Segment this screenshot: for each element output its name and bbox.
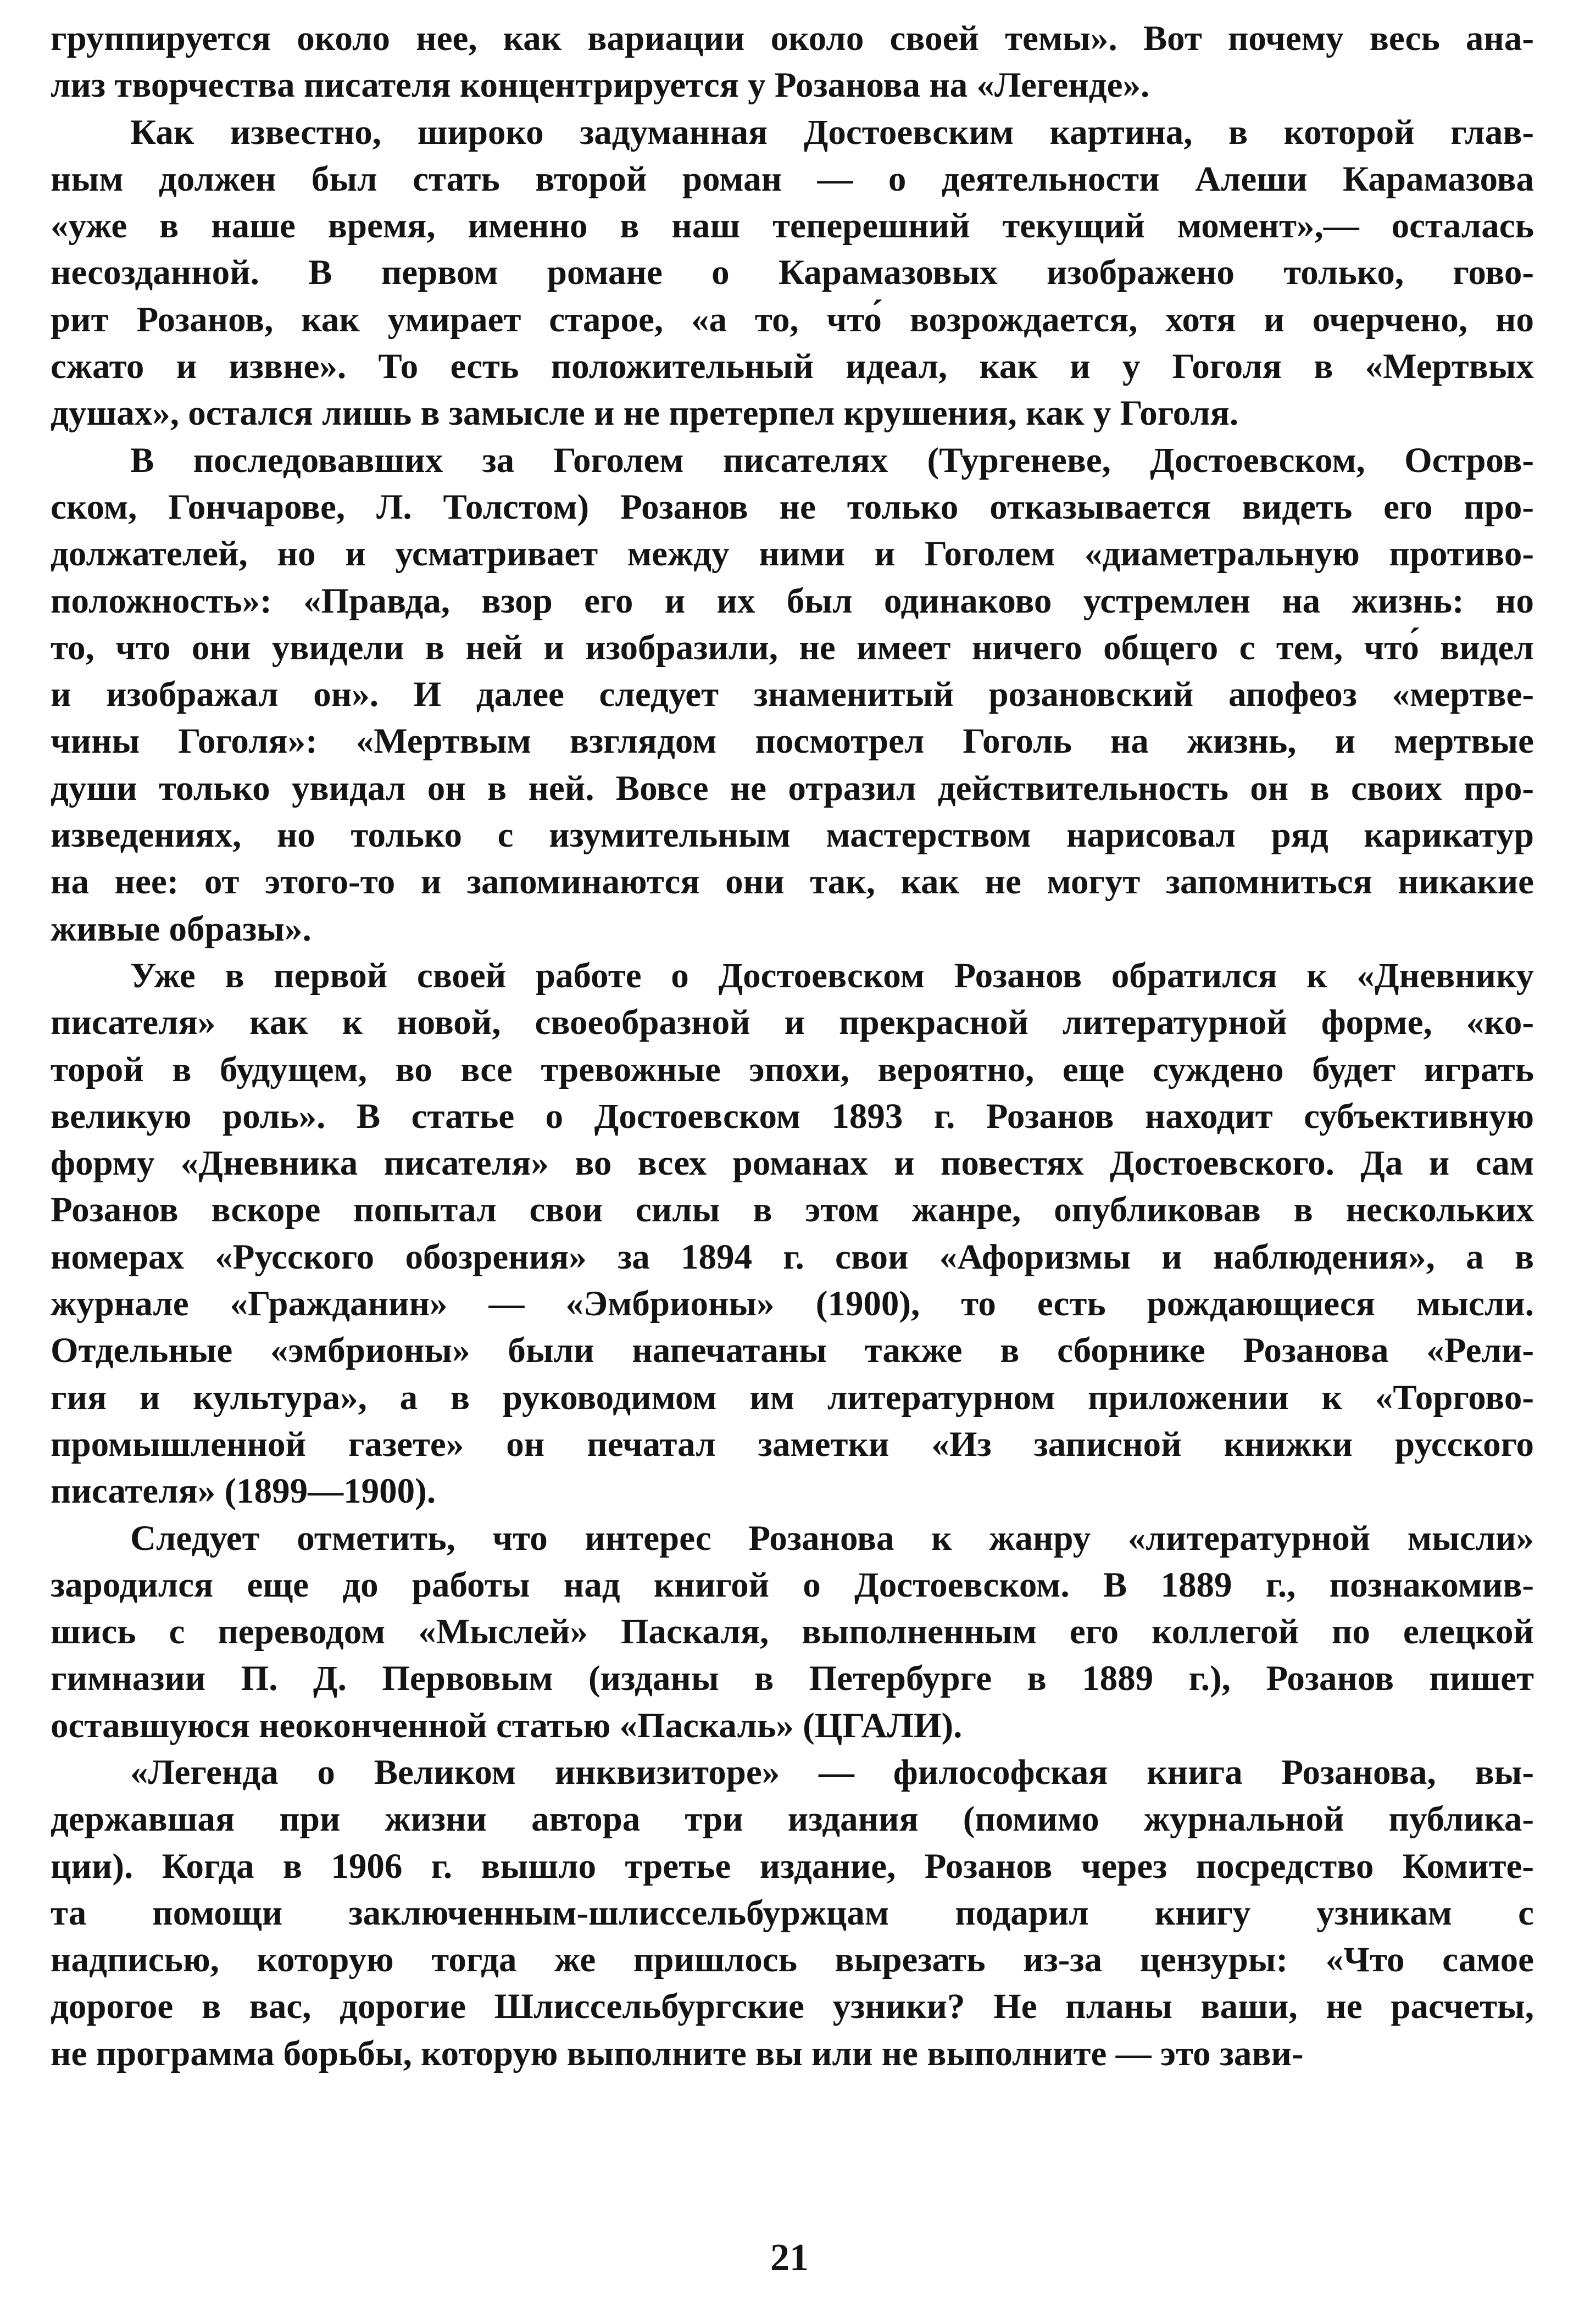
text-line: гимназии П. Д. Первовым (изданы в Петербурге в 1889 г.), Розанов пишет: [51, 1659, 1534, 1699]
text-line: рит Розанов, как умирает старое, «а то, что́ возрождается, хотя и очерчено, но: [51, 299, 1534, 340]
text-line: дорогое в вас, дорогие Шлиссельбургские узники? Не планы ваши, не расчеты,: [51, 1987, 1534, 2027]
document-page: [51, 15, 1534, 2257]
text-line: и изображал он». И далее следует знаменитый розановский апофеоз «мертве-: [51, 675, 1534, 715]
text-line: живые образы».: [51, 909, 312, 949]
text-line: Как известно, широко задуманная Достоевским картина, в которой глав-: [130, 112, 1534, 152]
text-line: «уже в наше время, именно в наш теперешний текущий момент»,— осталась: [51, 206, 1534, 246]
text-line: душах», остался лишь в замысле и не претерпел крушения, как у Гоголя.: [51, 393, 1239, 433]
text-line: журнале «Гражданин» — «Эмбрионы» (1900), то есть рождающиеся мысли.: [51, 1284, 1534, 1324]
text-line: несозданной. В первом романе о Карамазовых изображено только, гово-: [51, 253, 1534, 293]
text-line: ным должен был стать второй роман — о деятельности Алеши Карамазова: [51, 159, 1534, 199]
paragraph-p3: [51, 437, 1534, 953]
text-line: ции). Когда в 1906 г. вышло третье издание, Розанов через посредство Комите-: [51, 1846, 1534, 1886]
text-line: то, что они увидели в ней и изобразили, не имеет ничего общего с тем, что́ видел: [51, 627, 1534, 668]
text-line: надписью, которую тогда же пришлось вырезать из-за цензуры: «Что самое: [51, 1940, 1534, 1980]
text-line: сжато и извне». То есть положительный идеал, как и у Гоголя в «Мертвых: [51, 347, 1534, 387]
text-line: шись с переводом «Мыслей» Паскаля, выполненным его коллегой по елецкой: [51, 1612, 1534, 1652]
text-line: Следует отметить, что интерес Розанова к жанру «литературной мысли»: [130, 1518, 1534, 1558]
paragraph-p1: [51, 15, 1534, 109]
text-line: великую роль». В статье о Достоевском 1893 г. Розанов находит субъективную: [51, 1096, 1534, 1136]
text-line: торой в будущем, во все тревожные эпохи, вероятно, еще суждено будет играть: [51, 1049, 1534, 1089]
text-line: форму «Дневника писателя» во всех романах и повестях Достоевского. Да и сам: [51, 1143, 1534, 1183]
page-number: 21: [770, 2237, 809, 2279]
text-line: «Легенда о Великом инквизиторе» — философская книга Розанова, вы-: [130, 1752, 1534, 1792]
text-line: должателей, но и усматривает между ними и Гоголем «диаметральную противо-: [51, 534, 1534, 574]
text-line: Отдельные «эмбрионы» были напечатаны также в сборнике Розанова «Рели-: [51, 1331, 1534, 1371]
text-line: зародился еще до работы над книгой о Достоевском. В 1889 г., познакомив-: [51, 1565, 1534, 1605]
text-line: изведениях, но только с изумительным мастерством нарисовал ряд карикатур: [51, 815, 1534, 855]
text-line: державшая при жизни автора три издания (помимо журнальной публика-: [51, 1799, 1534, 1839]
text-line: души только увидал он в ней. Вовсе не отразил действительность он в своих про-: [51, 768, 1534, 808]
text-body: [51, 15, 1534, 2077]
text-line: В последовавших за Гоголем писателях (Тургеневе, Достоевском, Остров-: [130, 440, 1534, 480]
text-line: писателя» (1899—1900).: [51, 1471, 436, 1511]
text-line: группируется около нее, как вариации около своей темы». Вот почему весь ана-: [51, 19, 1534, 58]
paragraph-p2: [51, 109, 1534, 437]
paragraph-p6: [51, 1749, 1534, 2077]
text-line: промышленной газете» он печатал заметки «Из записной книжки русского: [51, 1424, 1534, 1464]
text-line: Уже в первой своей работе о Достоевском Розанов обратился к «Дневнику: [130, 955, 1534, 996]
text-line: ском, Гончарове, Л. Толстом) Розанов не только отказывается видеть его про-: [51, 487, 1534, 527]
text-line: не программа борьбы, которую выполните вы или не выполните — это зави-: [51, 2033, 1304, 2073]
text-line: лиз творчества писателя концентрируется у Розанова на «Легенде».: [51, 65, 1150, 105]
text-line: номерах «Русского обозрения» за 1894 г. свои «Афоризмы и наблюдения», а в: [51, 1237, 1534, 1277]
text-line: оставшуюся неоконченной статью «Паскаль» (ЦГАЛИ).: [51, 1705, 963, 1745]
text-line: та помощи заключенным-шлиссельбуржцам подарил книгу узникам с: [51, 1893, 1534, 1933]
text-line: чины Гоголя»: «Мертвым взглядом посмотрел Гоголь на жизнь, и мертвые: [51, 721, 1534, 761]
text-line: положность»: «Правда, взор его и их был одинаково устремлен на жизнь: но: [51, 581, 1534, 621]
text-line: Розанов вскоре попытал свои силы в этом жанре, опубликовав в нескольких: [51, 1190, 1534, 1230]
paragraph-p4: [51, 953, 1534, 1515]
text-line: на нее: от этого-то и запоминаются они так, как не могут запомниться никакие: [51, 862, 1534, 902]
paragraph-p5: [51, 1515, 1534, 1749]
text-line: писателя» как к новой, своеобразной и прекрасной литературной форме, «ко-: [51, 1003, 1534, 1043]
text-line: гия и культура», а в руководимом им литературном приложении к «Торгово-: [51, 1377, 1534, 1417]
